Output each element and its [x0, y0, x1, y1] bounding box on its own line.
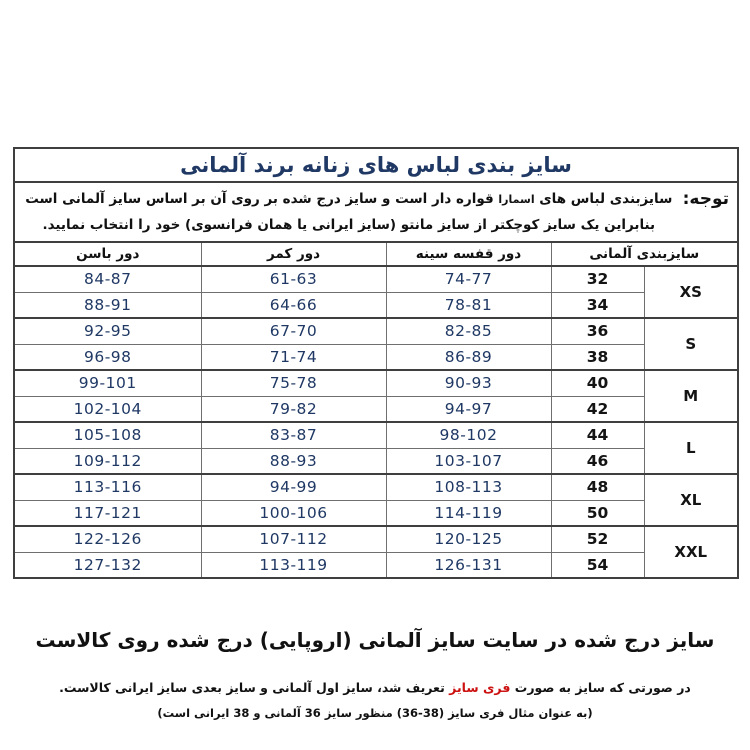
chest-cell: 82-85 — [386, 318, 551, 344]
footer-freesize-highlight: فری سایز — [449, 680, 511, 695]
table-row — [14, 318, 738, 344]
hip-cell: 102-104 — [14, 396, 201, 422]
table-row — [14, 448, 738, 474]
german-size-cell: 32 — [551, 266, 644, 292]
table-row — [14, 266, 738, 292]
german-size-cell: 38 — [551, 344, 644, 370]
chest-cell: 126-131 — [386, 552, 551, 578]
chest-cell: 90-93 — [386, 370, 551, 396]
german-size-cell: 44 — [551, 422, 644, 448]
german-size-cell: 54 — [551, 552, 644, 578]
note-section — [21, 186, 731, 239]
note-line-1-part-1: سایزبندی لباس های — [539, 190, 673, 207]
table-row — [14, 292, 738, 318]
hip-cell: 117-121 — [14, 500, 201, 526]
german-size-cell: 48 — [551, 474, 644, 500]
brand-name: اسمارا — [498, 192, 535, 206]
footer-note-example: (به عنوان مثال فری سایز (38-36) منظور سایز 36 آلمانی و 38 ایرانی است) — [157, 706, 593, 720]
chest-cell: 74-77 — [386, 266, 551, 292]
table-row — [14, 182, 738, 242]
chest-cell: 98-102 — [386, 422, 551, 448]
hip-cell: 99-101 — [14, 370, 201, 396]
chest-cell: 108-113 — [386, 474, 551, 500]
waist-cell: 113-119 — [201, 552, 386, 578]
letter-size-cell: S — [644, 318, 738, 370]
table-row — [14, 370, 738, 396]
hip-cell: 88-91 — [14, 292, 201, 318]
german-size-cell: 40 — [551, 370, 644, 396]
header-hip: دور باسن — [14, 242, 201, 266]
table-row — [14, 526, 738, 552]
hip-cell: 113-116 — [14, 474, 201, 500]
table-row — [14, 344, 738, 370]
german-size-cell: 52 — [551, 526, 644, 552]
german-size-cell: 34 — [551, 292, 644, 318]
letter-size-cell: XL — [644, 474, 738, 526]
letter-size-cell: L — [644, 422, 738, 474]
footer-freesize-part-2: تعریف شد، سایز اول آلمانی و سایز بعدی سایز ایرانی کالاست. — [59, 680, 445, 695]
waist-cell: 107-112 — [201, 526, 386, 552]
hip-cell: 84-87 — [14, 266, 201, 292]
hip-cell: 127-132 — [14, 552, 201, 578]
header-chest: دور قفسه سینه — [386, 242, 551, 266]
size-table — [13, 147, 739, 579]
waist-cell: 67-70 — [201, 318, 386, 344]
waist-cell: 71-74 — [201, 344, 386, 370]
letter-size-cell: XXL — [644, 526, 738, 578]
table-header-row — [14, 242, 738, 266]
header-waist: دور کمر — [201, 242, 386, 266]
waist-cell: 88-93 — [201, 448, 386, 474]
waist-cell: 61-63 — [201, 266, 386, 292]
table-row — [14, 474, 738, 500]
chest-cell: 120-125 — [386, 526, 551, 552]
footer-freesize-part-1: در صورتی که سایز به صورت — [514, 680, 691, 695]
german-size-cell: 36 — [551, 318, 644, 344]
chest-cell: 86-89 — [386, 344, 551, 370]
hip-cell: 122-126 — [14, 526, 201, 552]
note-line-1-part-2: قواره دار است و سایز درج شده بر روی آن بر اساس سایز آلمانی است — [25, 190, 494, 207]
letter-size-cell: XS — [644, 266, 738, 318]
waist-cell: 94-99 — [201, 474, 386, 500]
german-size-cell: 46 — [551, 448, 644, 474]
table-row — [14, 500, 738, 526]
waist-cell: 83-87 — [201, 422, 386, 448]
note-line-1 — [21, 186, 677, 212]
hip-cell: 109-112 — [14, 448, 201, 474]
waist-cell: 64-66 — [201, 292, 386, 318]
chest-cell: 114-119 — [386, 500, 551, 526]
note-line-2: بنابراین یک سایز کوچکتر از سایز مانتو (سایز ایرانی یا همان فرانسوی) خود را انتخاب نمایید. — [42, 217, 656, 233]
hip-cell: 92-95 — [14, 318, 201, 344]
german-size-cell: 50 — [551, 500, 644, 526]
chest-cell: 103-107 — [386, 448, 551, 474]
waist-cell: 100-106 — [201, 500, 386, 526]
note-text — [21, 186, 677, 239]
hip-cell: 96-98 — [14, 344, 201, 370]
waist-cell: 75-78 — [201, 370, 386, 396]
footer-note-main: سایز درج شده در سایت سایز آلمانی (اروپایی) درج شده روی کالاست — [35, 628, 715, 652]
hip-cell: 105-108 — [14, 422, 201, 448]
german-size-cell: 42 — [551, 396, 644, 422]
table-row — [14, 148, 738, 182]
table-row — [14, 396, 738, 422]
waist-cell: 79-82 — [201, 396, 386, 422]
chest-cell: 78-81 — [386, 292, 551, 318]
letter-size-cell: M — [644, 370, 738, 422]
chest-cell: 94-97 — [386, 396, 551, 422]
note-label: توجه: — [682, 188, 729, 209]
table-row — [14, 422, 738, 448]
page-title: سایز بندی لباس های زنانه برند آلمانی — [14, 148, 738, 182]
table-row — [14, 552, 738, 578]
header-german-sizing: سایزبندی آلمانی — [551, 242, 738, 266]
footer-note-freesize — [0, 680, 750, 695]
